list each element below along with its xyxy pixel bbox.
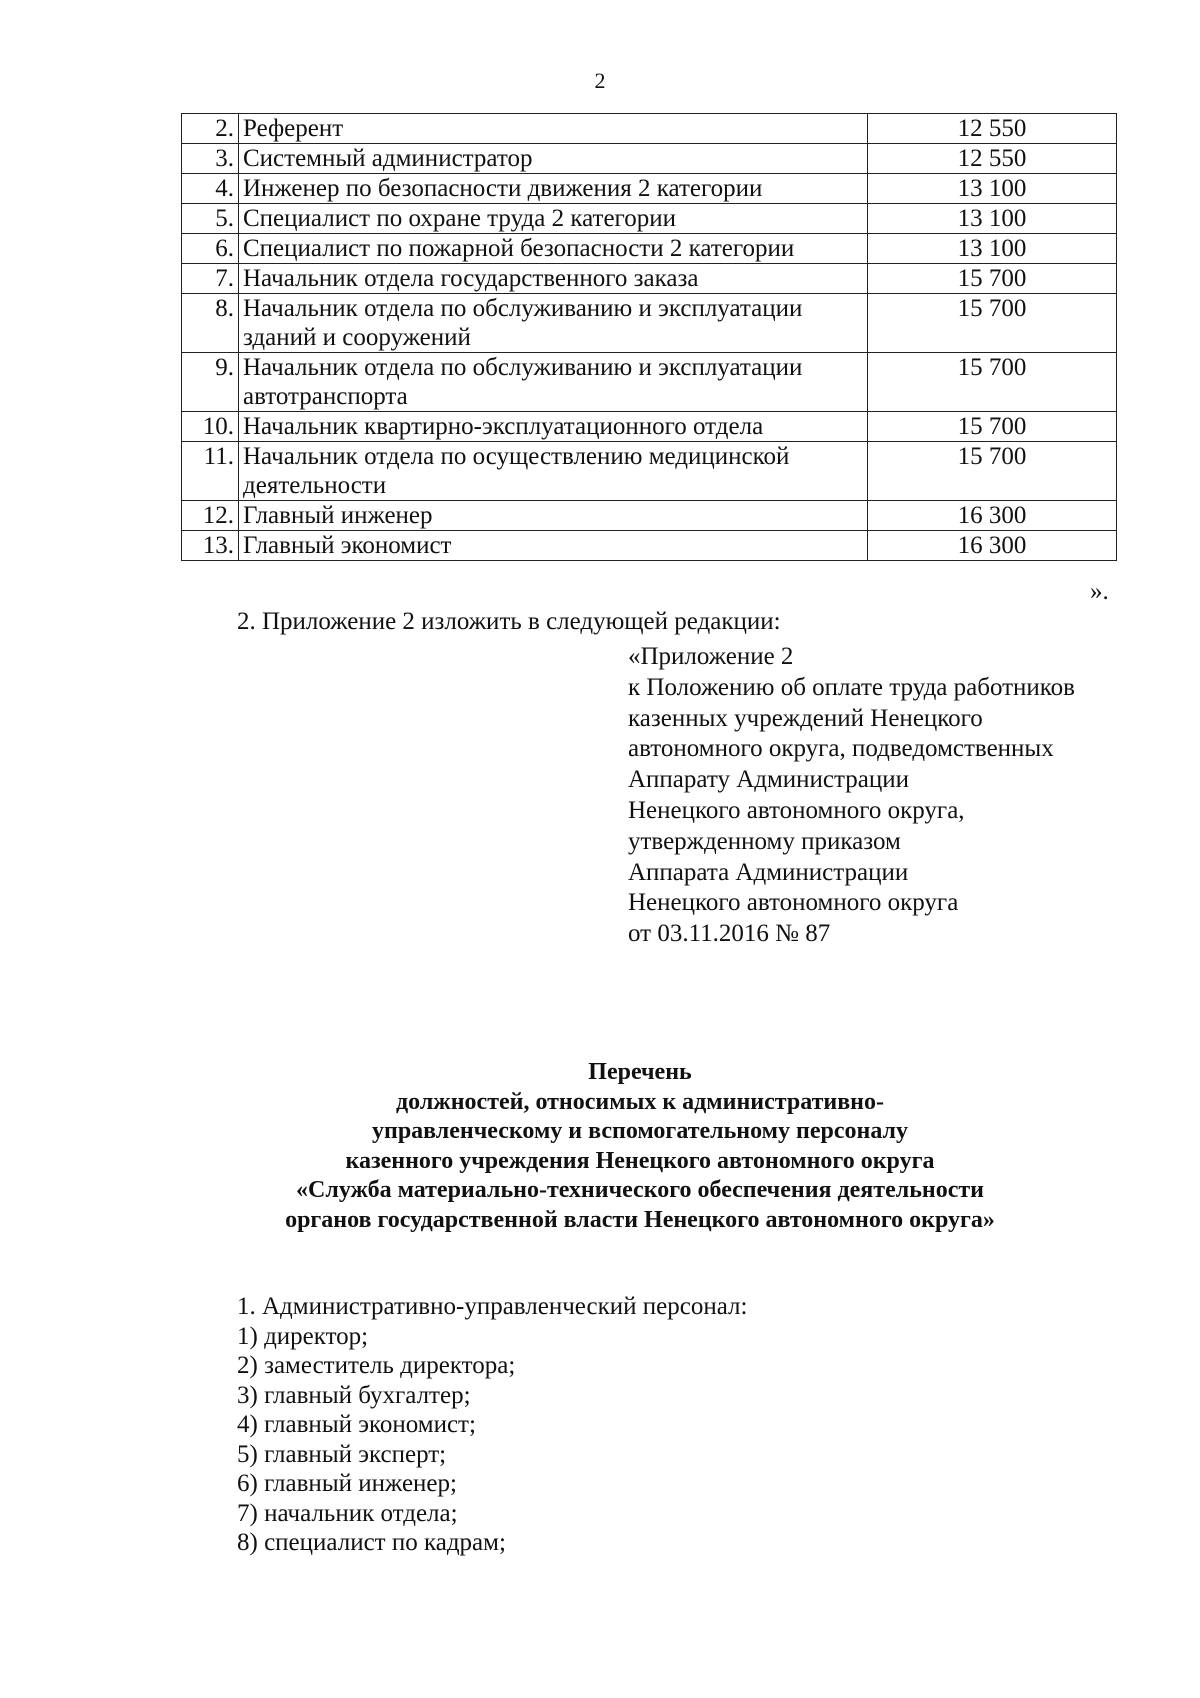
position-title-line: Специалист по пожарной безопасности 2 категории: [243, 235, 795, 262]
position-title: [239, 144, 868, 174]
heading-line: «Служба материально-технического обеспечения деятельности: [296, 1177, 984, 1203]
salary-table: [181, 113, 1117, 561]
heading-line: управленческому и вспомогательному персоналу: [371, 1118, 908, 1144]
salary-amount: 13 100: [868, 174, 1117, 204]
table-row: [182, 204, 1117, 234]
position-title-line: Начальник отдела по обслуживанию и эксплуатации: [243, 295, 803, 322]
position-title-line: Начальник квартирно-эксплуатационного отдела: [243, 413, 764, 440]
annex-line: утвержденному приказом: [628, 827, 901, 855]
position-title: [239, 234, 868, 264]
table-row: [182, 144, 1117, 174]
annex-line: от 03.11.2016 № 87: [628, 920, 831, 948]
position-title-line: деятельности: [243, 472, 387, 499]
annex-line: к Положению об оплате труда работников: [628, 673, 1075, 701]
salary-amount: 15 700: [868, 294, 1117, 353]
table-row: [182, 294, 1117, 353]
position-title-line: Начальник отдела по обслуживанию и эксплуатации: [243, 354, 803, 381]
row-number: 9.: [182, 353, 239, 412]
annex-line: Ненецкого автономного округа,: [628, 796, 965, 824]
row-number: 12.: [182, 501, 239, 531]
document-heading: [0, 1058, 1200, 1235]
salary-amount: 13 100: [868, 234, 1117, 264]
list-item: 8) специалист по кадрам;: [237, 1529, 506, 1556]
closing-quote: ».: [1090, 578, 1109, 605]
position-title: [239, 501, 868, 531]
position-title-line: Инженер по безопасности движения 2 категории: [243, 175, 763, 202]
row-number: 2.: [182, 114, 239, 144]
table-row: [182, 353, 1117, 412]
annex-line: Аппарату Администрации: [628, 766, 909, 794]
position-title-line: Референт: [243, 115, 344, 142]
table-row: [182, 234, 1117, 264]
position-title-line: Начальник отдела по осуществлению медицинской: [243, 443, 790, 470]
table-row: [182, 174, 1117, 204]
position-title: [239, 264, 868, 294]
heading-line: должностей, относимых к административно-: [396, 1088, 884, 1115]
table-row: [182, 531, 1117, 561]
annex-line: казенных учреждений Ненецкого: [628, 704, 983, 732]
position-title-line: Главный инженер: [243, 502, 433, 529]
row-number: 5.: [182, 204, 239, 234]
annex-line: автономного округа, подведомственных: [628, 735, 1054, 763]
position-title-line: Начальник отдела государственного заказа: [243, 265, 699, 292]
position-title: [239, 412, 868, 442]
list-item: 6) главный инженер;: [237, 1470, 457, 1497]
row-number: 11.: [182, 442, 239, 501]
row-number: 6.: [182, 234, 239, 264]
heading-line: Перечень: [588, 1059, 692, 1085]
salary-amount: 13 100: [868, 204, 1117, 234]
salary-amount: 15 700: [868, 264, 1117, 294]
table-row: [182, 501, 1117, 531]
list-title: 1. Административно-управленческий персонал:: [237, 1293, 748, 1320]
salary-amount: 15 700: [868, 412, 1117, 442]
instruction-paragraph: 2. Приложение 2 изложить в следующей редакции:: [237, 608, 781, 635]
row-number: 4.: [182, 174, 239, 204]
position-title-line: зданий и сооружений: [243, 324, 471, 351]
position-title: [239, 174, 868, 204]
position-title: [239, 531, 868, 561]
list-item: 5) главный эксперт;: [237, 1440, 447, 1468]
position-title-line: Системный администратор: [243, 145, 533, 172]
table-row: [182, 114, 1117, 144]
position-title: [239, 353, 868, 412]
list-item: 7) начальник отдела;: [237, 1499, 458, 1527]
heading-line: органов государственной власти Ненецкого автономного округа»: [285, 1206, 995, 1233]
table-row: [182, 264, 1117, 294]
annex-line: Ненецкого автономного округа: [628, 889, 959, 917]
row-number: 10.: [182, 412, 239, 442]
salary-amount: 16 300: [868, 501, 1117, 531]
salary-amount: 12 550: [868, 114, 1117, 144]
salary-amount: 15 700: [868, 442, 1117, 501]
list-item: 1) директор;: [237, 1322, 369, 1350]
position-title: [239, 204, 868, 234]
heading-line: казенного учреждения Ненецкого автономного округа: [345, 1147, 935, 1174]
annex-line: Аппарата Администрации: [628, 858, 909, 886]
position-title-line: автотранспорта: [243, 383, 408, 410]
position-title: [239, 294, 868, 353]
annex-header: [628, 642, 1075, 950]
row-number: 8.: [182, 294, 239, 353]
list-item: 2) заместитель директора;: [237, 1352, 516, 1379]
salary-amount: 12 550: [868, 144, 1117, 174]
salary-amount: 16 300: [868, 531, 1117, 561]
position-title-line: Специалист по охране труда 2 категории: [243, 205, 676, 232]
position-title: [239, 442, 868, 501]
position-title-line: Главный экономист: [243, 532, 452, 559]
table-row: [182, 412, 1117, 442]
page-number: 2: [594, 68, 606, 93]
row-number: 3.: [182, 144, 239, 174]
list-item: 4) главный экономист;: [237, 1411, 476, 1438]
staff-list: [237, 1292, 747, 1558]
row-number: 13.: [182, 531, 239, 561]
position-title: [239, 114, 868, 144]
annex-line: «Приложение 2: [628, 643, 794, 670]
table-row: [182, 442, 1117, 501]
list-item: 3) главный бухгалтер;: [237, 1381, 471, 1409]
row-number: 7.: [182, 264, 239, 294]
salary-amount: 15 700: [868, 353, 1117, 412]
